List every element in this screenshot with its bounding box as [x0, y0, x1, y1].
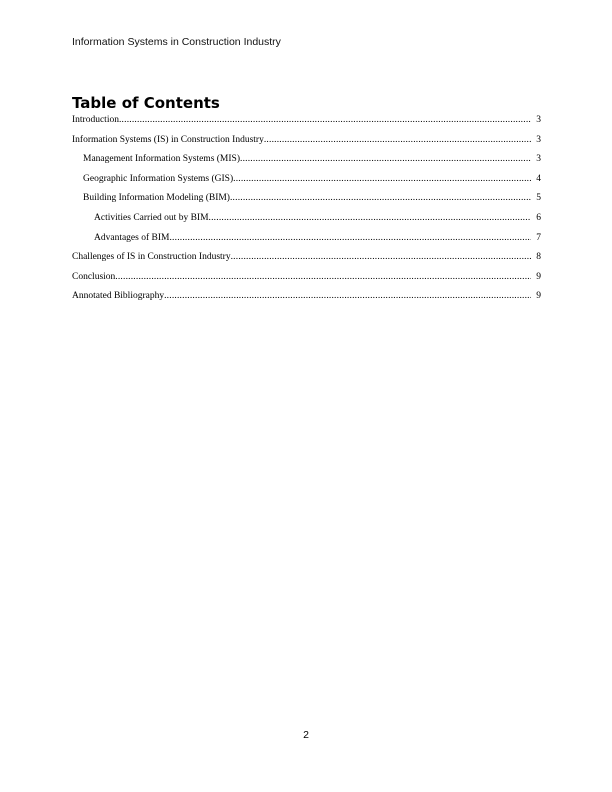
toc-leader — [72, 289, 531, 303]
toc-entry-bim-advantages[interactable] — [72, 231, 541, 251]
toc-entry-page: 5 — [531, 191, 541, 205]
toc-entry-page: 8 — [531, 250, 541, 264]
toc-entry-page: 3 — [531, 152, 541, 166]
toc-leader — [72, 270, 531, 284]
toc-entry-page: 3 — [531, 113, 541, 127]
toc-entry-title: Annotated Bibliography — [72, 291, 165, 302]
toc-entry-title: Information Systems (IS) in Construction Industry — [72, 134, 264, 145]
toc-entry-mis[interactable] — [72, 152, 541, 172]
running-header: Information Systems in Construction Industry — [72, 36, 281, 48]
toc-entry-title: Activities Carried out by BIM — [94, 212, 209, 223]
toc-entry-bim-activities[interactable] — [72, 211, 541, 231]
toc-leader — [72, 113, 531, 127]
toc-heading: Table of Contents — [72, 94, 220, 112]
toc-leader — [72, 231, 531, 245]
toc-leader — [72, 250, 531, 264]
toc-entry-gis[interactable] — [72, 172, 541, 192]
toc-entry-introduction[interactable] — [72, 113, 541, 133]
toc-entry-page: 6 — [531, 211, 541, 225]
toc-entry-page: 9 — [531, 270, 541, 284]
toc-entry-page: 9 — [531, 289, 541, 303]
toc-entry-title: Building Information Modeling (BIM) — [83, 193, 230, 204]
toc-leader — [72, 191, 531, 205]
toc-entry-title: Challenges of IS in Construction Industry — [72, 252, 231, 263]
toc-entry-conclusion[interactable] — [72, 270, 541, 290]
toc-entry-page: 3 — [531, 133, 541, 147]
toc-entry-is-in-construction[interactable] — [72, 133, 541, 153]
toc-leader — [72, 211, 531, 225]
toc-entry-title: Introduction — [72, 115, 119, 125]
toc-entry-bim[interactable] — [72, 191, 541, 211]
toc-entry-title: Conclusion — [72, 271, 116, 282]
toc-entry-annotated-bibliography[interactable] — [72, 289, 541, 309]
toc-entry-title: Geographic Information Systems (GIS) — [83, 173, 234, 184]
toc-leader — [72, 133, 531, 147]
toc-entry-challenges[interactable] — [72, 250, 541, 270]
toc-leader — [72, 172, 531, 186]
toc-entry-page: 4 — [531, 172, 541, 186]
toc-entry-title: Management Information Systems (MIS) — [83, 154, 240, 165]
page-number: 2 — [303, 729, 309, 741]
table-of-contents — [72, 113, 541, 309]
toc-entry-page: 7 — [531, 231, 541, 245]
toc-leader — [72, 152, 531, 166]
toc-entry-title: Advantages of BIM — [94, 232, 170, 243]
